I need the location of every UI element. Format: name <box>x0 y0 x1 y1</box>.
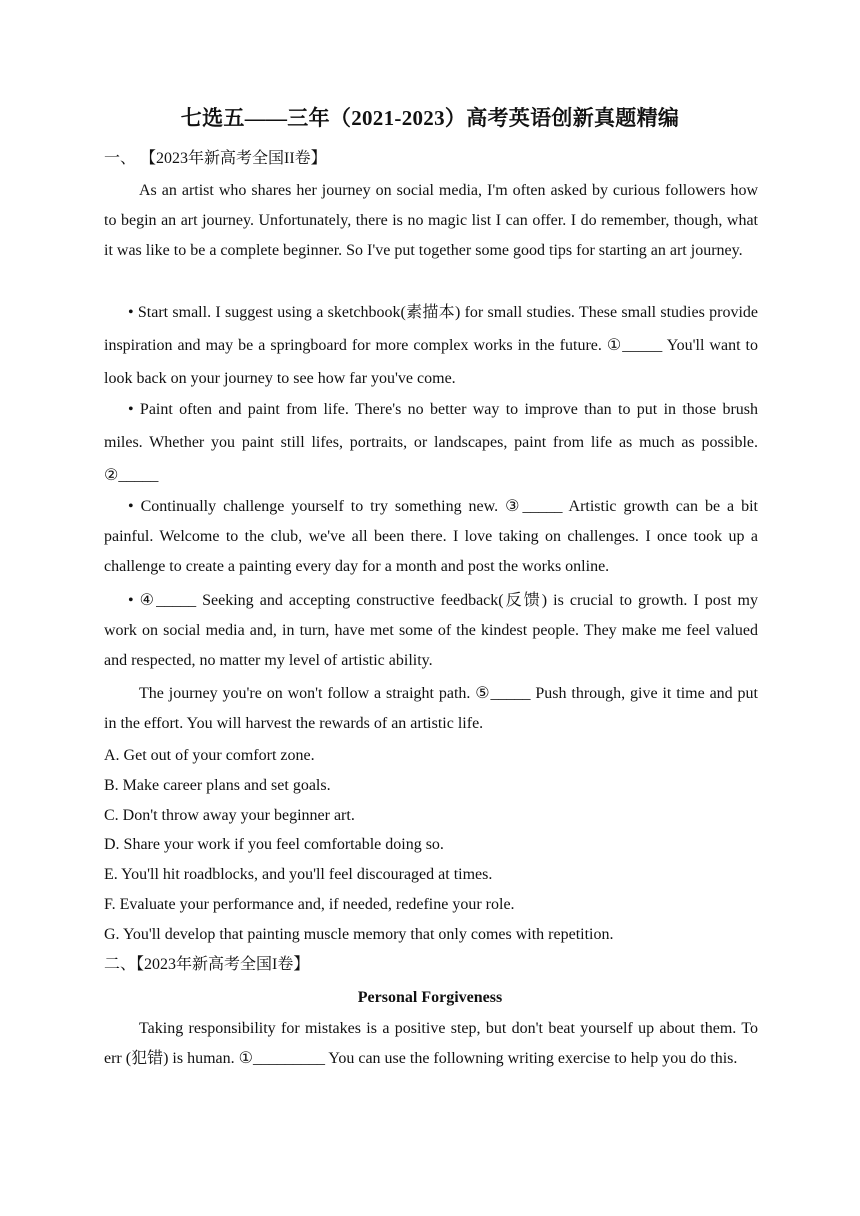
option-a: A. Get out of your comfort zone. <box>104 747 315 764</box>
option-e: E. You'll hit roadblocks, and you'll feel discouraged at times. <box>104 866 493 883</box>
page-title: 七选五——三年（2021-2023）高考英语创新真题精编 <box>180 106 680 130</box>
tip-paragraph: • Paint often and paint from life. There's no better way to improve than to put in those brush miles. Whether you paint still lifes, portraits, or landscapes, paint from life as much as possible. ②_____ <box>104 401 758 484</box>
tip-paragraph: • ④_____ Seeking and accepting constructive feedback(反馈) is crucial to growth. I post my work on social media and, in turn, have met some of the kindest people. They make me feel valued and respected, no matter my level of artistic ability. <box>104 592 758 669</box>
passage-paragraph: The journey you're on won't follow a straight path. ⑤_____ Push through, give it time and put in the effort. You will harvest the rewards of an artistic life. <box>104 685 758 732</box>
option-d: D. Share your work if you feel comfortable doing so. <box>104 836 444 853</box>
section-2-subtitle: Personal Forgiveness <box>357 989 503 1006</box>
option-c: C. Don't throw away your beginner art. <box>104 807 355 824</box>
tip-paragraph: • Start small. I suggest using a sketchbook(素描本) for small studies. These small studies provide inspiration and may be a springboard for more complex works in the future. ①_____ You'll want to look back on your journey to see how far you've come. <box>104 304 758 387</box>
section-1-heading: 一、 【2023年新高考全国II卷】 <box>104 150 327 167</box>
passage-paragraph: As an artist who shares her journey on social media, I'm often asked by curious followers how to begin an art journey. Unfortunately, there is no magic list I can offer. I do remember, though, what it was like to be a complete beginner. So I've put together some good tips for starting an art journey. <box>104 182 758 259</box>
tip-paragraph: • Continually challenge yourself to try something new. ③_____ Artistic growth can be a bit painful. Welcome to the club, we've all been there. I love taking on challenges. I once took up a challenge to create a painting every day for a month and post the works online. <box>104 498 758 575</box>
option-g: G. You'll develop that painting muscle memory that only comes with repetition. <box>104 926 614 943</box>
section-2-heading: 二、【2023年新高考全国I卷】 <box>104 956 310 973</box>
passage-paragraph: Taking responsibility for mistakes is a positive step, but don't beat yourself up about them. To err (犯错) is human. ①_________ You can use the followning writing exercise to help you do this. <box>104 1020 758 1067</box>
option-b: B. Make career plans and set goals. <box>104 777 331 794</box>
option-f: F. Evaluate your performance and, if needed, redefine your role. <box>104 896 515 913</box>
